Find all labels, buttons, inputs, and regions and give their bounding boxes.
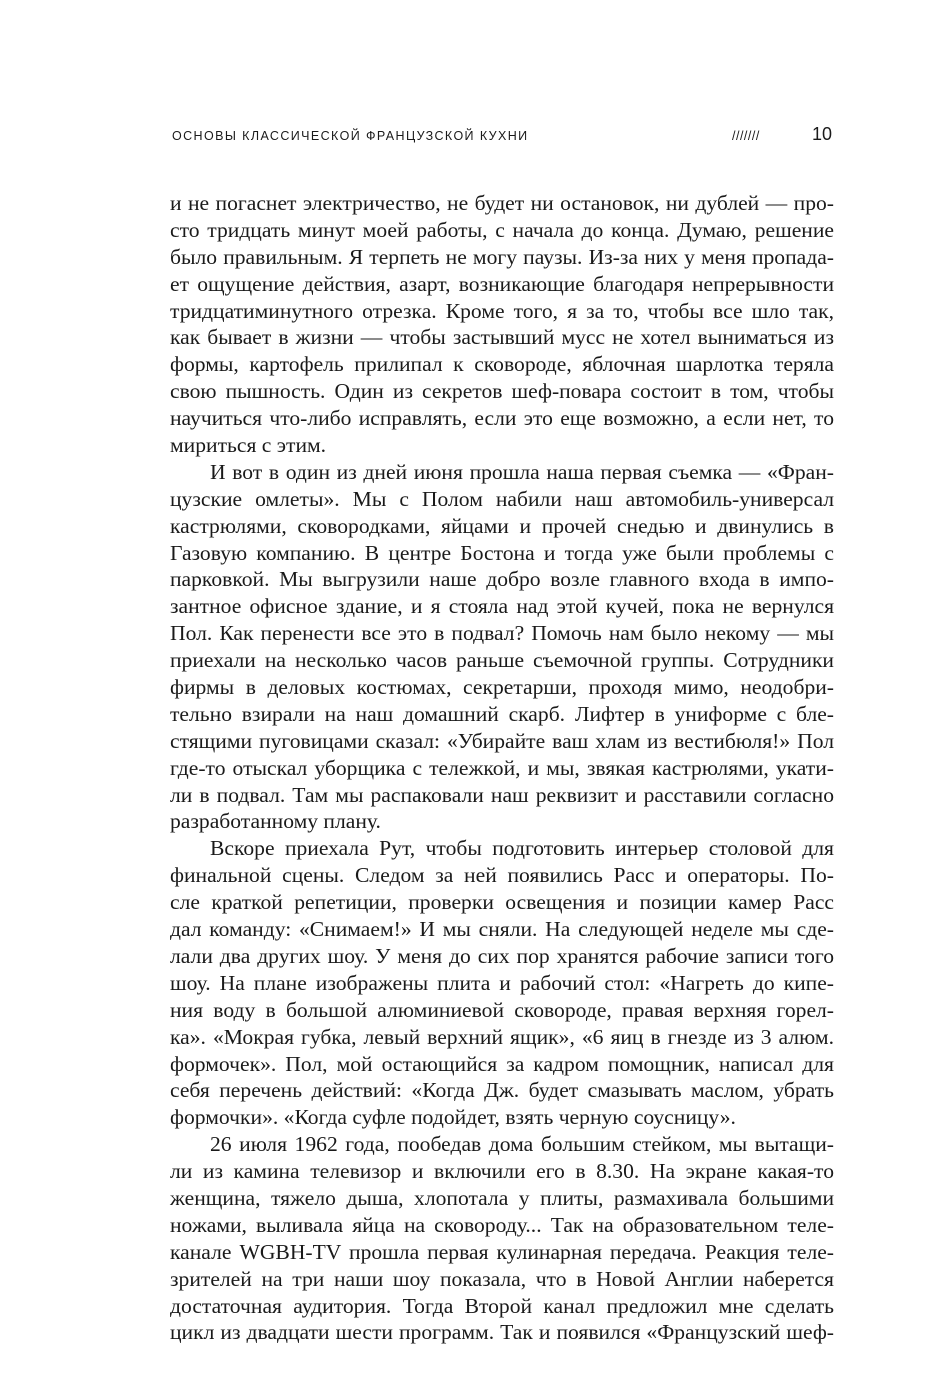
text-line: зрителей на три наши шоу показала, что в Новой Англии наберется (170, 1266, 834, 1291)
text-line: парковкой. Мы выгрузили наше добро возле главного входа в импо- (170, 567, 834, 592)
text-line: ка». «Мокрая губка, левый верхний ящик», «6 яиц в гнезде из 3 алюм. (170, 1024, 834, 1049)
text-line: формочки». «Когда суфле подойдет, взять черную соусницу». (170, 1105, 736, 1130)
text-line: было правильным. Я терпеть не могу паузы. Из-за них у меня пропада- (170, 244, 834, 269)
text-line: достаточная аудитория. Тогда Второй канал предложил мне сделать (170, 1293, 834, 1318)
text-line: разработанному плану. (170, 809, 381, 834)
text-line: Вскоре приехала Рут, чтобы подготовить интерьер столовой для (210, 836, 834, 861)
text-line: свою пышность. Один из секретов шеф-повара состоит в том, чтобы (170, 379, 834, 404)
text-line: тельно взирали на наш домашний скарб. Лифтер в униформе с бле- (170, 701, 834, 726)
text-line: лали два других шоу. У меня до сих пор хранятся рабочие записи того (170, 943, 834, 968)
text-line: дал команду: «Снимаем!» И мы сняли. На следующей неделе мы сде- (170, 917, 834, 942)
text-line: финальной сцены. Следом за ней появились Расс и операторы. По- (170, 863, 834, 888)
text-line: тридцатиминутного отрезка. Кроме того, я за то, чтобы все шло так, (170, 298, 834, 323)
text-line: ет ощущение действия, азарт, возникающие благодаря непрерывности (170, 271, 834, 296)
text-line: фирмы в деловых костюмах, секретарши, проходя мимо, неодобри- (170, 675, 834, 700)
text-line: цикл из двадцати шести программ. Так и появился «Французский шеф- (170, 1320, 834, 1345)
body-text (170, 190, 834, 1346)
text-line: формы, картофель прилипал к сковороде, яблочная шарлотка теряла (170, 352, 834, 377)
text-line: ния воду в большой алюминиевой сковороде, правая верхняя горел- (170, 997, 834, 1022)
text-line: канале WGBH-TV прошла первая кулинарная передача. Реакция теле- (170, 1239, 834, 1264)
text-line: Пол. Как перенести все это в подвал? Помочь нам было некому — мы (170, 621, 834, 646)
page-number: 10 (811, 124, 832, 144)
text-line: формочек». Пол, мой остающийся за кадром помощник, написал для (170, 1051, 834, 1076)
text-line: цузские омлеты». Мы с Полом набили наш автомобиль-универсал (170, 486, 834, 511)
text-line: где-то отыскал уборщика с тележкой, и мы, звякая кастрюлями, укати- (170, 755, 834, 780)
text-line: приехали на несколько часов раньше съемочной группы. Сотрудники (170, 648, 834, 673)
text-line: ли из камина телевизор и включили его в 8.30. На экране какая-то (170, 1159, 834, 1184)
text-line: и не погаснет электричество, не будет ни остановок, ни дублей — про- (170, 191, 834, 215)
text-line: стящими пуговицами сказал: «Убирайте ваш хлам из вестибюля!» Пол (170, 728, 834, 753)
text-line: мириться с этим. (170, 433, 327, 458)
text-line: И вот в один из дней июня прошла наша первая съемка — «Фран- (210, 459, 834, 484)
text-line: сто тридцать минут моей работы, с начала до конца. Думаю, решение (170, 217, 834, 242)
text-line: Газовую компанию. В центре Бостона и тогда уже были проблемы с (170, 540, 834, 565)
text-line: сле краткой репетиции, проверки освещения и позиции камер Расс (170, 890, 834, 915)
header-ornament: /////// (732, 129, 760, 143)
text-line: себя перечень действий: «Когда Дж. будет смазывать маслом, убрать (170, 1078, 834, 1103)
text-line: 26 июля 1962 года, пообедав дома большим стейком, мы вытащи- (210, 1132, 834, 1157)
text-line: кастрюлями, сковородками, яйцами и прочей снедью и двинулись в (170, 513, 834, 538)
text-line: ли в подвал. Там мы распаковали наш реквизит и расставили согласно (170, 782, 834, 807)
text-line: шоу. На плане изображены плита и рабочий стол: «Нагреть до кипе- (170, 970, 834, 995)
text-line: зантное офисное здание, и я стояла над этой кучей, пока не вернулся (170, 594, 834, 619)
running-header (172, 124, 834, 148)
text-line: ножами, выливала яйца на сковороду... Так на образовательном теле- (170, 1212, 834, 1237)
text-line: женщина, тяжело дыша, хлопотала у плиты, размахивала большими (170, 1185, 834, 1210)
text-line: как бывает в жизни — чтобы застывший мусс не хотел выниматься из (170, 325, 834, 350)
text-line: научиться что-либо исправлять, если это еще возможно, а если нет, то (170, 406, 834, 431)
book-title: ОСНОВЫ КЛАССИЧЕСКОЙ ФРАНЦУЗСКОЙ КУХНИ (172, 129, 529, 143)
